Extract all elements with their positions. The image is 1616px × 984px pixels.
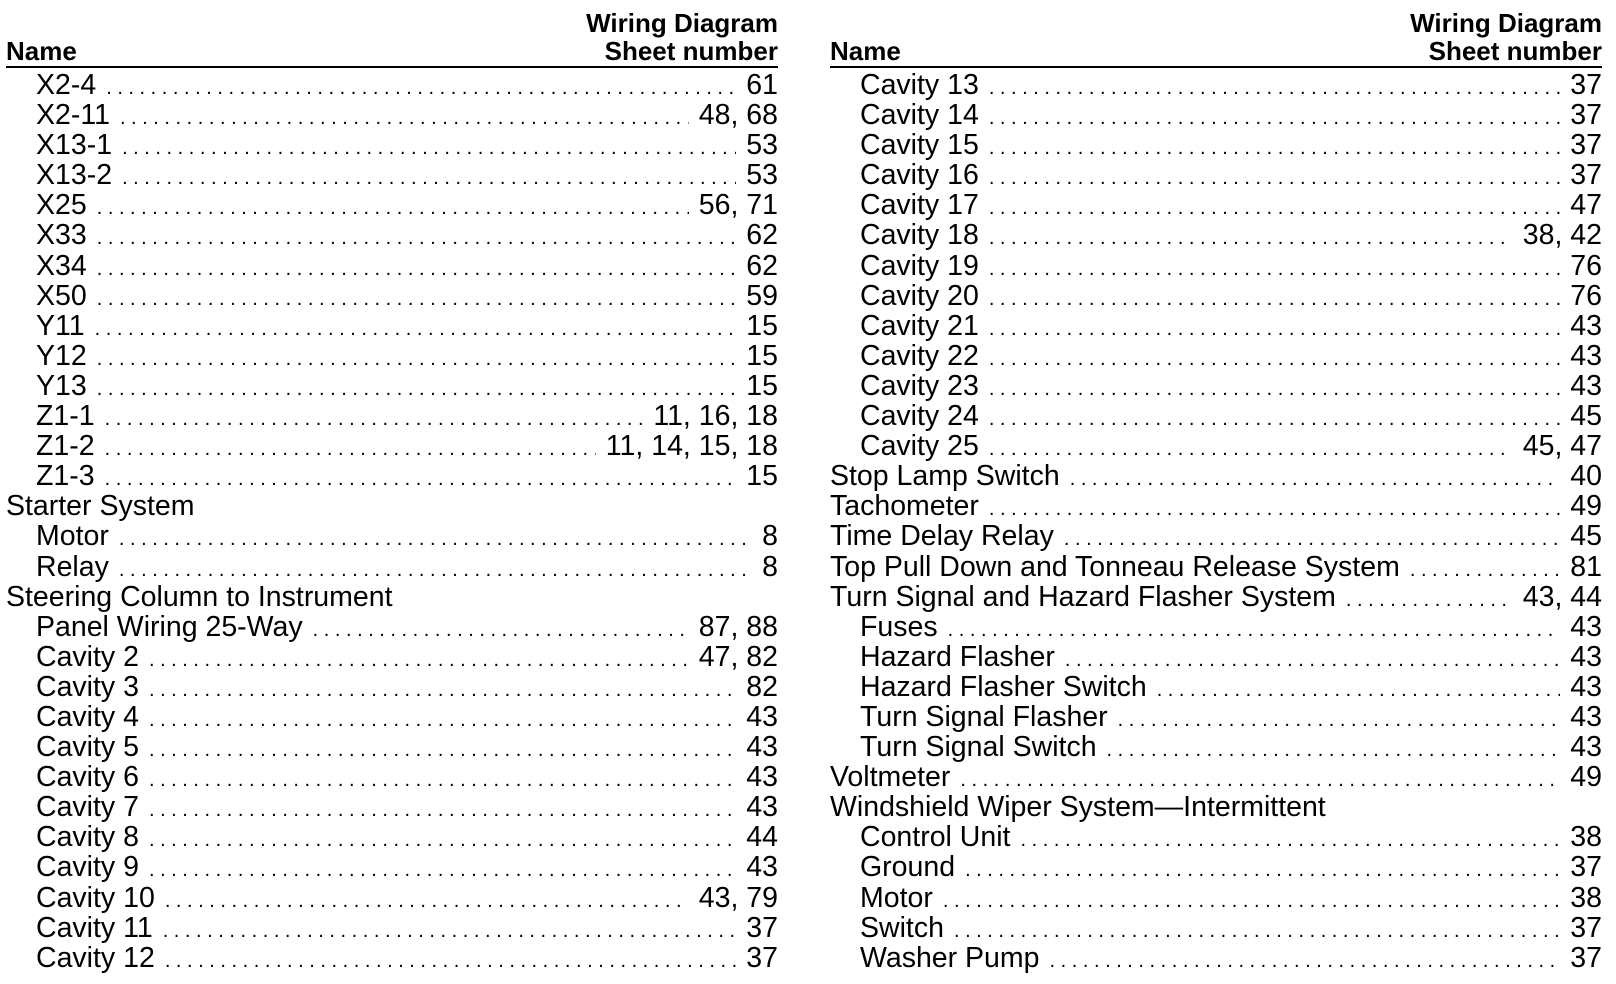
index-entry bbox=[6, 371, 778, 401]
sheet-heading-line2: Sheet number bbox=[604, 36, 778, 66]
index-entry bbox=[6, 100, 778, 130]
index-entry bbox=[6, 552, 778, 582]
index-entry bbox=[830, 702, 1602, 732]
right-index-column bbox=[830, 6, 1602, 973]
entry-name: Cavity 25 bbox=[860, 430, 979, 463]
index-group-heading bbox=[830, 792, 1602, 822]
dot-leader bbox=[1346, 585, 1513, 615]
dot-leader bbox=[965, 855, 1560, 885]
entry-name: Stop Lamp Switch bbox=[830, 460, 1060, 493]
entry-sheet-number: 11, 14, 15, 18 bbox=[605, 430, 778, 463]
index-entry bbox=[6, 311, 778, 341]
entry-sheet-number: 43 bbox=[1570, 731, 1602, 764]
entry-sheet-number: 37 bbox=[1570, 159, 1602, 192]
index-entry bbox=[830, 732, 1602, 762]
dot-leader bbox=[97, 223, 737, 253]
dot-leader bbox=[165, 886, 689, 916]
entry-name: Cavity 10 bbox=[36, 881, 155, 914]
left-column-header bbox=[6, 6, 778, 68]
dot-leader bbox=[954, 916, 1560, 946]
dot-leader bbox=[163, 916, 737, 946]
index-entry bbox=[830, 341, 1602, 371]
sheet-heading-line2: Sheet number bbox=[1428, 36, 1602, 66]
entry-sheet-number: 43 bbox=[1570, 610, 1602, 643]
entry-sheet-number: 37 bbox=[746, 941, 778, 974]
index-entry bbox=[830, 160, 1602, 190]
index-entry bbox=[6, 702, 778, 732]
index-entry bbox=[6, 251, 778, 281]
entry-sheet-number: 43 bbox=[746, 700, 778, 733]
entry-name: Panel Wiring 25-Way bbox=[36, 610, 303, 643]
entry-sheet-number: 37 bbox=[1570, 941, 1602, 974]
index-entry bbox=[6, 281, 778, 311]
entry-sheet-number: 43 bbox=[746, 791, 778, 824]
entry-sheet-number: 47, 82 bbox=[698, 640, 778, 673]
dot-leader bbox=[989, 73, 1560, 103]
entry-name: Cavity 16 bbox=[860, 159, 979, 192]
dot-leader bbox=[1050, 946, 1561, 976]
entry-sheet-number: 87, 88 bbox=[698, 610, 778, 643]
name-column-heading: Name bbox=[830, 36, 901, 66]
entry-sheet-number: 53 bbox=[746, 129, 778, 162]
entry-name: Cavity 21 bbox=[860, 309, 979, 342]
entry-sheet-number: 37 bbox=[746, 911, 778, 944]
entry-name: Cavity 9 bbox=[36, 851, 139, 884]
entry-sheet-number: 62 bbox=[746, 249, 778, 282]
index-entry bbox=[830, 251, 1602, 281]
entry-sheet-number: 81 bbox=[1570, 550, 1602, 583]
index-entry bbox=[6, 220, 778, 250]
index-entry bbox=[6, 130, 778, 160]
index-entry bbox=[830, 913, 1602, 943]
index-entry bbox=[830, 672, 1602, 702]
dot-leader bbox=[149, 705, 736, 735]
entry-name: Fuses bbox=[860, 610, 938, 643]
entry-name: Z1-2 bbox=[36, 430, 95, 463]
entry-sheet-number: 76 bbox=[1570, 249, 1602, 282]
index-entry bbox=[830, 281, 1602, 311]
dot-leader bbox=[122, 133, 736, 163]
entry-sheet-number: 47 bbox=[1570, 189, 1602, 222]
entry-sheet-number: 76 bbox=[1570, 279, 1602, 312]
entry-sheet-number: 59 bbox=[746, 279, 778, 312]
entry-sheet-number: 43 bbox=[1570, 700, 1602, 733]
dot-leader bbox=[119, 524, 752, 554]
index-entry bbox=[6, 792, 778, 822]
entry-sheet-number: 38 bbox=[1570, 821, 1602, 854]
entry-sheet-number: 49 bbox=[1570, 490, 1602, 523]
entry-sheet-number: 44 bbox=[746, 821, 778, 854]
entry-name: Relay bbox=[36, 550, 109, 583]
entry-name: X13-1 bbox=[36, 129, 113, 162]
index-entry bbox=[6, 401, 778, 431]
entry-name: Cavity 4 bbox=[36, 700, 139, 733]
entry-name: Cavity 22 bbox=[860, 339, 979, 372]
dot-leader bbox=[989, 344, 1560, 374]
entry-name: Cavity 19 bbox=[860, 249, 979, 282]
entry-sheet-number: 43 bbox=[1570, 339, 1602, 372]
index-entry bbox=[6, 431, 778, 461]
dot-leader bbox=[313, 615, 689, 645]
entry-sheet-number: 37 bbox=[1570, 69, 1602, 101]
entry-sheet-number: 45 bbox=[1570, 520, 1602, 553]
entry-name: Cavity 15 bbox=[860, 129, 979, 162]
dot-leader bbox=[989, 314, 1560, 344]
index-entry bbox=[6, 732, 778, 762]
index-entry bbox=[830, 401, 1602, 431]
entry-sheet-number: 48, 68 bbox=[698, 99, 778, 132]
index-entry bbox=[830, 100, 1602, 130]
index-entry bbox=[6, 70, 778, 100]
entry-name: Motor bbox=[36, 520, 109, 553]
index-entry bbox=[830, 521, 1602, 551]
index-entry bbox=[830, 642, 1602, 672]
entry-name: Control Unit bbox=[860, 821, 1011, 854]
index-group-heading bbox=[6, 491, 778, 521]
dot-leader bbox=[149, 675, 736, 705]
entry-sheet-number: 43 bbox=[1570, 309, 1602, 342]
dot-leader bbox=[149, 735, 736, 765]
index-entry bbox=[6, 341, 778, 371]
index-entry bbox=[830, 491, 1602, 521]
index-entry bbox=[6, 883, 778, 913]
index-entry bbox=[6, 190, 778, 220]
entry-name: X2-4 bbox=[36, 69, 97, 101]
entry-sheet-number: 56, 71 bbox=[698, 189, 778, 222]
entry-sheet-number: 8 bbox=[762, 550, 778, 583]
entry-name: Motor bbox=[860, 881, 933, 914]
index-entry bbox=[830, 883, 1602, 913]
dot-leader bbox=[943, 886, 1560, 916]
dot-leader bbox=[97, 374, 737, 404]
entry-name: Z1-1 bbox=[36, 400, 95, 433]
dot-leader bbox=[119, 555, 752, 585]
entry-sheet-number: 43, 44 bbox=[1522, 580, 1602, 613]
right-column-header bbox=[830, 6, 1602, 68]
dot-leader bbox=[1107, 735, 1561, 765]
left-index-column bbox=[6, 6, 778, 973]
entry-name: Ground bbox=[860, 851, 956, 884]
entry-name: Starter System bbox=[6, 490, 195, 523]
index-entry bbox=[6, 521, 778, 551]
entry-name: X34 bbox=[36, 249, 87, 282]
sheet-heading-line1: Wiring Diagram bbox=[586, 8, 778, 38]
entry-name: Tachometer bbox=[830, 490, 979, 523]
entry-name: X2-11 bbox=[36, 99, 110, 132]
dot-leader bbox=[105, 464, 737, 494]
index-entry bbox=[830, 461, 1602, 491]
entry-name: Steering Column to Instrument bbox=[6, 580, 393, 613]
entry-sheet-number: 43 bbox=[1570, 670, 1602, 703]
dot-leader bbox=[149, 795, 736, 825]
entry-sheet-number: 11, 16, 18 bbox=[653, 400, 778, 433]
entry-name: X50 bbox=[36, 279, 87, 312]
dot-leader bbox=[97, 193, 689, 223]
index-entry bbox=[830, 130, 1602, 160]
dot-leader bbox=[122, 163, 736, 193]
entry-sheet-number: 61 bbox=[746, 69, 778, 101]
entry-name: Switch bbox=[860, 911, 944, 944]
entry-name: Y13 bbox=[36, 369, 87, 402]
index-entry bbox=[830, 371, 1602, 401]
left-index-list bbox=[6, 70, 778, 973]
dot-leader bbox=[989, 133, 1560, 163]
dot-leader bbox=[989, 193, 1560, 223]
index-entry bbox=[6, 461, 778, 491]
entry-name: Cavity 11 bbox=[36, 911, 153, 944]
dot-leader bbox=[1157, 675, 1561, 705]
dot-leader bbox=[989, 434, 1513, 464]
right-index-list bbox=[830, 70, 1602, 973]
index-entry bbox=[830, 943, 1602, 973]
index-entry bbox=[830, 431, 1602, 461]
dot-leader bbox=[989, 284, 1560, 314]
dot-leader bbox=[149, 855, 736, 885]
dot-leader bbox=[1118, 705, 1561, 735]
entry-sheet-number: 43, 79 bbox=[698, 881, 778, 914]
entry-sheet-number: 62 bbox=[746, 219, 778, 252]
entry-name: Windshield Wiper System—Intermittent bbox=[830, 791, 1326, 824]
entry-name: Cavity 13 bbox=[860, 69, 979, 101]
dot-leader bbox=[989, 254, 1560, 284]
entry-sheet-number: 8 bbox=[762, 520, 778, 553]
entry-sheet-number: 43 bbox=[1570, 640, 1602, 673]
entry-sheet-number: 37 bbox=[1570, 851, 1602, 884]
entry-name: Cavity 7 bbox=[36, 791, 139, 824]
index-entry bbox=[830, 220, 1602, 250]
index-entry bbox=[6, 672, 778, 702]
index-entry bbox=[830, 582, 1602, 612]
entry-name: Cavity 5 bbox=[36, 731, 139, 764]
entry-name: Washer Pump bbox=[860, 941, 1040, 974]
dot-leader bbox=[149, 645, 689, 675]
entry-name: Cavity 23 bbox=[860, 369, 979, 402]
index-entry bbox=[6, 852, 778, 882]
dot-leader bbox=[1410, 555, 1560, 585]
index-entry bbox=[6, 762, 778, 792]
index-entry bbox=[6, 642, 778, 672]
dot-leader bbox=[106, 73, 736, 103]
dot-leader bbox=[989, 223, 1513, 253]
index-entry bbox=[6, 943, 778, 973]
entry-sheet-number: 37 bbox=[1570, 129, 1602, 162]
dot-leader bbox=[120, 103, 689, 133]
entry-name: Hazard Flasher bbox=[860, 640, 1055, 673]
dot-leader bbox=[165, 946, 736, 976]
entry-name: Z1-3 bbox=[36, 460, 95, 493]
sheet-heading-line1: Wiring Diagram bbox=[1410, 8, 1602, 38]
index-entry bbox=[6, 160, 778, 190]
sheet-column-heading bbox=[1410, 9, 1602, 65]
entry-sheet-number: 38, 42 bbox=[1522, 219, 1602, 252]
entry-name: X25 bbox=[36, 189, 87, 222]
entry-name: Cavity 6 bbox=[36, 761, 139, 794]
entry-name: Hazard Flasher Switch bbox=[860, 670, 1147, 703]
index-entry bbox=[6, 913, 778, 943]
index-entry bbox=[830, 190, 1602, 220]
index-entry bbox=[830, 822, 1602, 852]
entry-sheet-number: 49 bbox=[1570, 761, 1602, 794]
entry-name: Time Delay Relay bbox=[830, 520, 1054, 553]
dot-leader bbox=[989, 404, 1560, 434]
dot-leader bbox=[1064, 524, 1560, 554]
name-column-heading: Name bbox=[6, 36, 77, 66]
dot-leader bbox=[97, 344, 737, 374]
entry-sheet-number: 15 bbox=[746, 339, 778, 372]
dot-leader bbox=[105, 404, 644, 434]
entry-name: X13-2 bbox=[36, 159, 113, 192]
dot-leader bbox=[1070, 464, 1561, 494]
index-entry bbox=[830, 70, 1602, 100]
dot-leader bbox=[1020, 825, 1560, 855]
entry-sheet-number: 45 bbox=[1570, 400, 1602, 433]
entry-name: Cavity 12 bbox=[36, 941, 155, 974]
entry-sheet-number: 53 bbox=[746, 159, 778, 192]
entry-sheet-number: 43 bbox=[746, 731, 778, 764]
dot-leader bbox=[97, 284, 737, 314]
entry-name: Cavity 2 bbox=[36, 640, 139, 673]
dot-leader bbox=[989, 103, 1560, 133]
index-entry bbox=[830, 852, 1602, 882]
index-entry bbox=[830, 552, 1602, 582]
dot-leader bbox=[989, 163, 1560, 193]
entry-name: X33 bbox=[36, 219, 87, 252]
entry-name: Cavity 24 bbox=[860, 400, 979, 433]
entry-name: Cavity 8 bbox=[36, 821, 139, 854]
index-entry bbox=[6, 822, 778, 852]
dot-leader bbox=[149, 765, 736, 795]
entry-sheet-number: 43 bbox=[1570, 369, 1602, 402]
entry-name: Cavity 20 bbox=[860, 279, 979, 312]
dot-leader bbox=[95, 314, 737, 344]
dot-leader bbox=[989, 374, 1560, 404]
index-entry bbox=[6, 612, 778, 642]
index-entry bbox=[830, 311, 1602, 341]
entry-sheet-number: 37 bbox=[1570, 99, 1602, 132]
dot-leader bbox=[97, 254, 737, 284]
entry-sheet-number: 15 bbox=[746, 369, 778, 402]
index-entry bbox=[830, 762, 1602, 792]
entry-sheet-number: 82 bbox=[746, 670, 778, 703]
entry-sheet-number: 43 bbox=[746, 851, 778, 884]
entry-name: Voltmeter bbox=[830, 761, 951, 794]
entry-sheet-number: 15 bbox=[746, 460, 778, 493]
entry-sheet-number: 38 bbox=[1570, 881, 1602, 914]
dot-leader bbox=[149, 825, 736, 855]
entry-sheet-number: 15 bbox=[746, 309, 778, 342]
entry-name: Turn Signal Flasher bbox=[860, 700, 1108, 733]
entry-name: Cavity 18 bbox=[860, 219, 979, 252]
entry-sheet-number: 37 bbox=[1570, 911, 1602, 944]
entry-name: Cavity 14 bbox=[860, 99, 979, 132]
index-entry bbox=[830, 612, 1602, 642]
entry-name: Cavity 3 bbox=[36, 670, 139, 703]
entry-name: Top Pull Down and Tonneau Release System bbox=[830, 550, 1400, 583]
index-group-heading bbox=[6, 582, 778, 612]
entry-name: Y12 bbox=[36, 339, 87, 372]
dot-leader bbox=[105, 434, 596, 464]
entry-name: Turn Signal Switch bbox=[860, 731, 1097, 764]
entry-sheet-number: 45, 47 bbox=[1522, 430, 1602, 463]
entry-name: Cavity 17 bbox=[860, 189, 979, 222]
entry-name: Y11 bbox=[36, 309, 85, 342]
entry-sheet-number: 43 bbox=[746, 761, 778, 794]
entry-sheet-number: 40 bbox=[1570, 460, 1602, 493]
sheet-column-heading bbox=[586, 9, 778, 65]
entry-name: Turn Signal and Hazard Flasher System bbox=[830, 580, 1336, 613]
dot-leader bbox=[989, 494, 1560, 524]
